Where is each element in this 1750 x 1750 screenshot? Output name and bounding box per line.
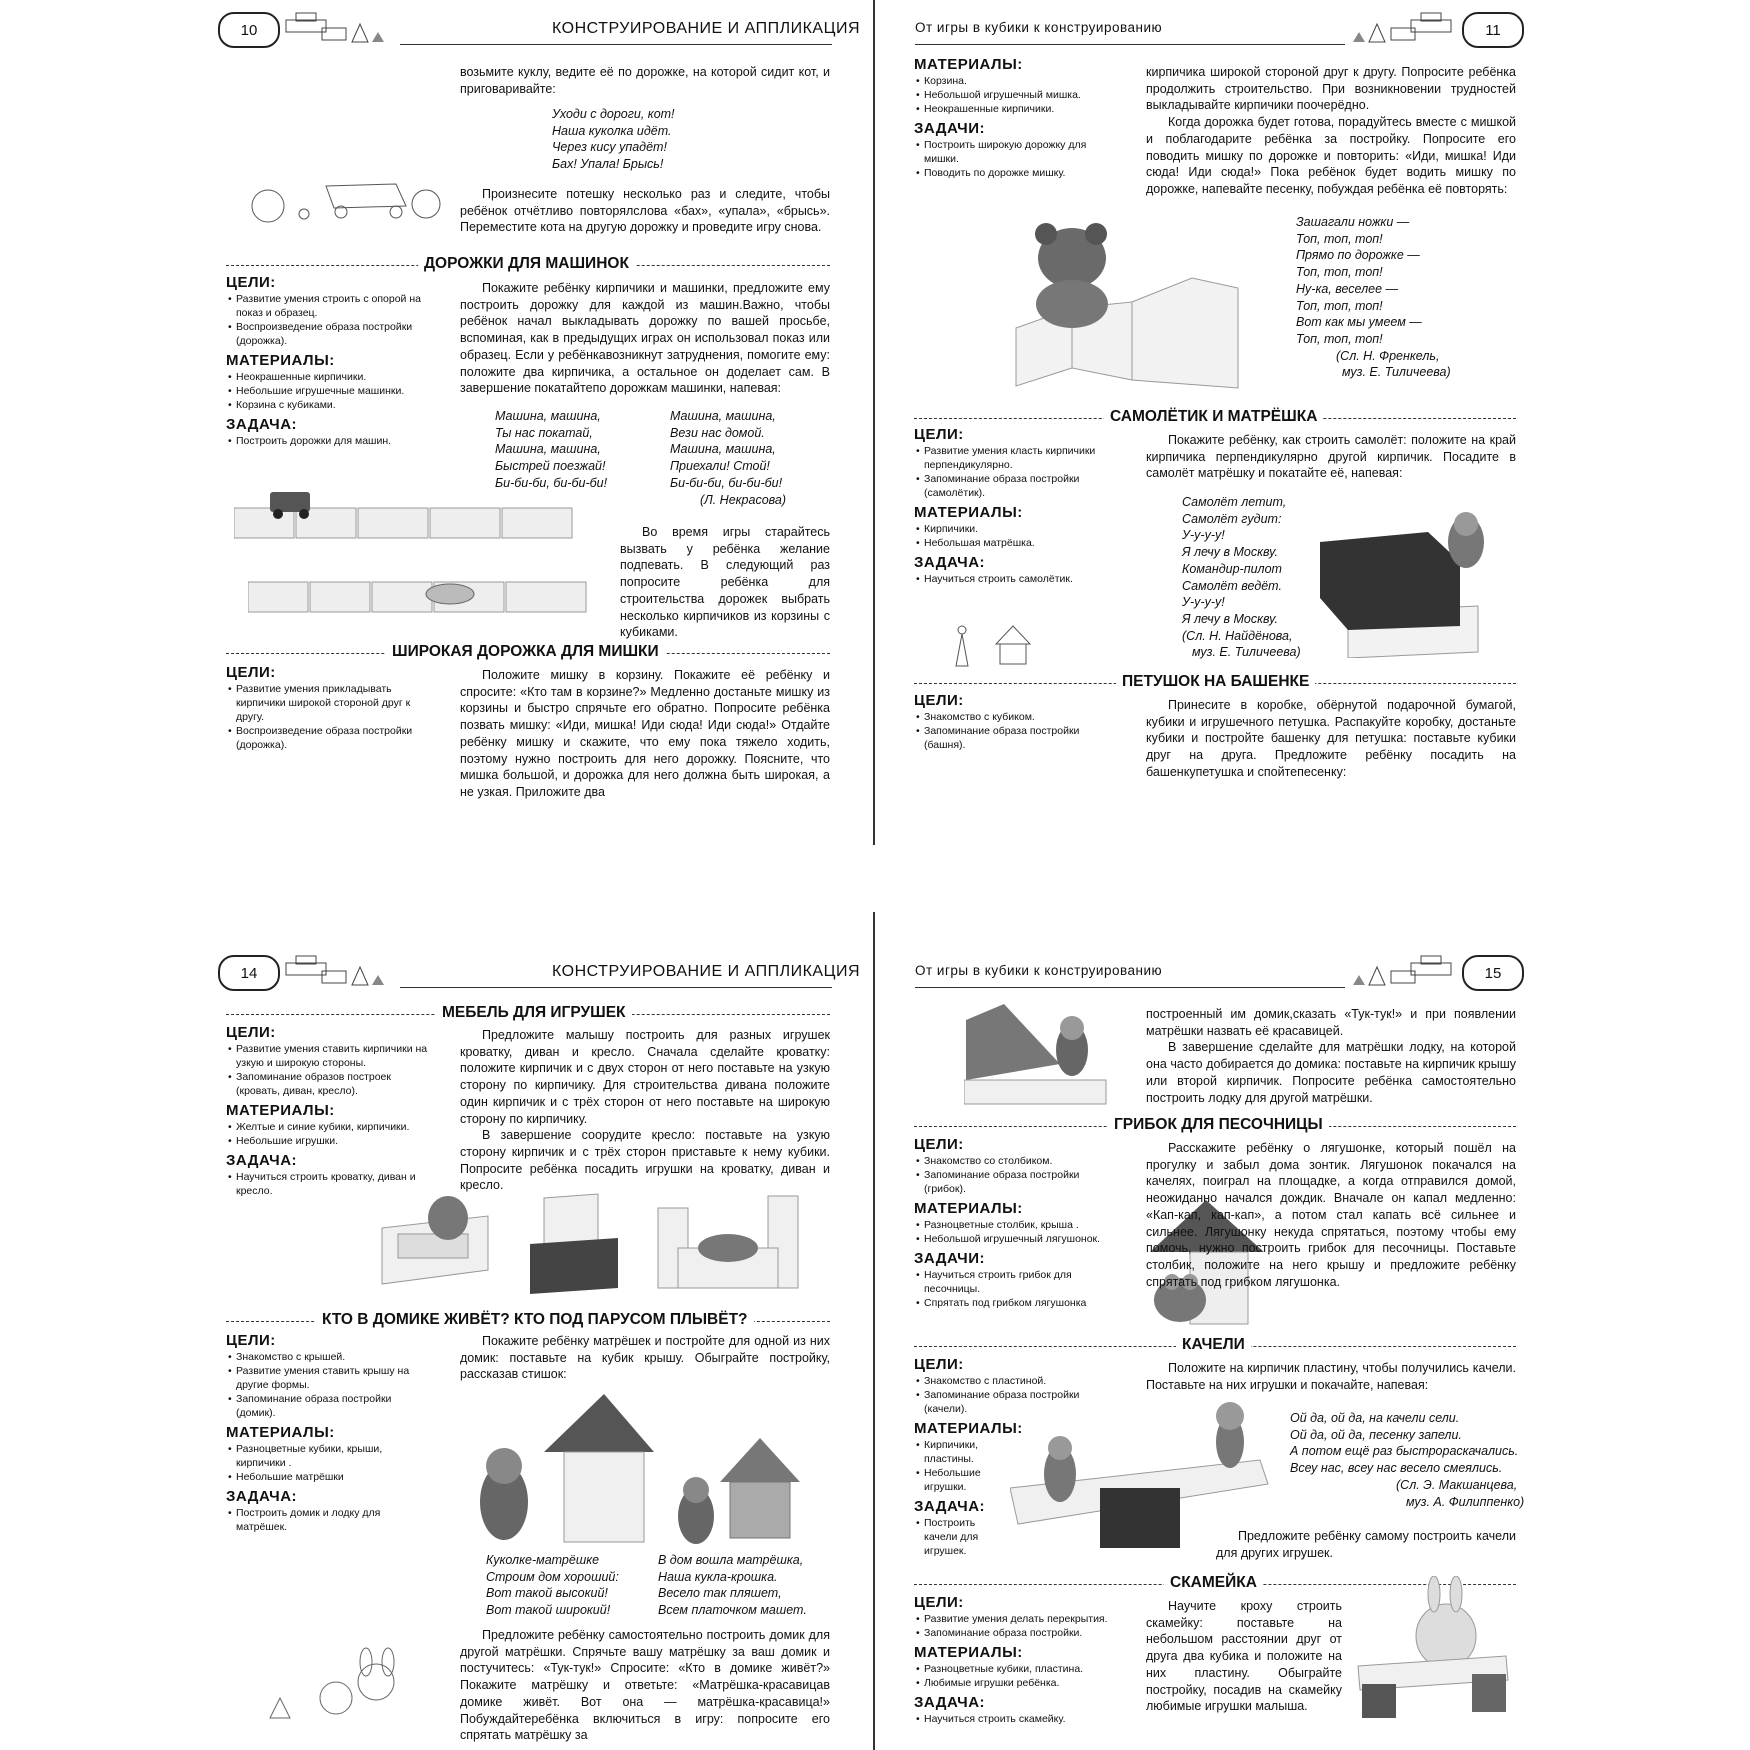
poem-plane: Самолёт летит, Самолёт гудит: У-у-у-у! Я лечу в Москву. Командир-пилот Самолёт ведёт. У-у-у-у! Я лечу в Москву. (Сл. Н. Найдёнова, муз. Е. Тиличеева) — [1182, 495, 1301, 660]
blocks-sketch-icon — [282, 953, 392, 989]
header-rule — [915, 44, 1345, 45]
section-title: ГРИБОК ДЛЯ ПЕСОЧНИЦЫ — [914, 1116, 1516, 1136]
section-title: КАЧЕЛИ — [914, 1336, 1516, 1356]
header-title: От игры в кубики к конструированию — [915, 20, 1163, 35]
section-title: ПЕТУШОК НА БАШЕНКЕ — [914, 673, 1516, 693]
house-photo — [474, 1392, 830, 1552]
road-photo-2 — [248, 572, 594, 628]
section-title: ДОРОЖКИ ДЛЯ МАШИНОК — [226, 255, 830, 275]
sidebar-info: ЦЕЛИ: • Развитие умения прикладывать кирпичики широкой стороной друг к другу. • Воспроизведение образа постройки (дорожка). — [226, 660, 431, 752]
top-text: построенный им домик,сказать «Тук-тук!» и при появлении матрёшки назвать её красавицей. В завершение сделайте для матрёшки лодку, на которой она часто добирается до домика: поставьте на кирпичик крышу или второй кирпичик. Попросите ребёнка самостоятельно построить лодку для другой матрёшки. — [1146, 1007, 1516, 1105]
poem-house-b: В дом вошла матрёшка, Наша кукла-крошка. Весело так пляшет, Всем платочком машет. — [658, 1553, 807, 1618]
poem-cat: Уходи с дороги, кот! Наша куколка идёт. Через кису упадёт! Бах! Упала! Брысь! — [552, 107, 675, 172]
plane-photo — [1318, 502, 1514, 658]
page-number: 15 — [1462, 955, 1524, 991]
pyramid-house-sketch — [940, 614, 1050, 670]
sidebar-info: ЦЕЛИ: • Знакомство с кубиком. • Запоминание образа постройки (башня). — [914, 688, 1119, 752]
sidebar-info: МАТЕРИАЛЫ: • Корзина. • Небольшой игрушечный мишка. • Неокрашенные кирпичики. ЗАДАЧИ: • Построить широкую дорожку для мишки. • Поводить по дорожке мишку. — [914, 52, 1119, 180]
section-text: Принесите в коробке, обёрнутой подарочной бумагой, кубики и игрушечного петушка. Распакуйте коробку, достаньте кубики и постройте башенку для петушка: поставьте кубики друг на друга. Предложите ребёнку посадить на башенкупетушка и спойтепесенку: — [1146, 698, 1516, 779]
sidebar-info: ЦЕЛИ: • Развитие умения класть кирпичики перпендикулярно. • Запоминание образа постройки (самолётик). МАТЕРИАЛЫ: • Кирпичики. • Небольшая матрёшка. ЗАДАЧА: • Научиться строить самолётик. — [914, 422, 1119, 586]
section-text: Расскажите ребёнку о лягушонке, который пошёл на прогулку и забыл дома зонтик. Лягушонок покачался на качелях, поиграл на площадке, а когда отправился домой, неожиданно начался дождик. Вначале он капал медленно: «Кап-кап, кап-кап», а потом стал капать всё сильнее и сильнее. Лягушонку некуда спрятаться, поэтому чтобы ему помочь, нужно построить грибок для песочницы. Поставьте столбик, положите на него крышу и предложите ребёнку спрятать под грибком лягушонка. — [1146, 1141, 1516, 1289]
header-title: КОНСТРУИРОВАНИЕ И АППЛИКАЦИЯ — [552, 20, 860, 37]
section-text: Покажите ребёнку, как строить самолёт: положите на край кирпичика перпендикулярно другой кирпичик. Посадите в самолёт матрёшку и покатайте её, напевая: — [1146, 433, 1516, 481]
poem-car-a: Машина, машина, Ты нас покатай, Машина, машина, Быстрей поезжай! Би-би-би, би-би-би! — [495, 409, 608, 490]
section-text: Покажите ребёнку матрёшек и постройте для одной из них домик: поставьте на кубик крышу. Обыграйте постройку, рассказав стишок: — [460, 1334, 830, 1382]
section-text: Покажите ребёнку кирпичики и машинки, предложите ему построить дорожку для каждой из машин.Важно, чтобы ребёнок начал выкладывать дорожку по вашей просьбе, вспоминая, как в предыдущих играх он использовал показ или образец. Если у ребёнкавозникнут затруднения, помогите ему: положите два кирпичика, а остальное он доделает сам. В завершение покатайтепо дорожкам машинки, напевая: — [460, 281, 830, 396]
section-title: МЕБЕЛЬ ДЛЯ ИГРУШЕК — [226, 1004, 830, 1024]
sidebar-info: ЦЕЛИ: • Развитие умения делать перекрытия. • Запоминание образа постройки. МАТЕРИАЛЫ: • Разноцветные кубики, пластина. • Любимые игрушки ребёнка. ЗАДАЧА: • Научиться строить скамейку. — [914, 1590, 1119, 1726]
section-text: Положите на кирпичик пластину, чтобы получились качели. Поставьте на них игрушки и покачайте, напевая: — [1146, 1361, 1516, 1392]
after-text: Предложите ребёнку самому построить качели для других игрушек. — [1216, 1529, 1516, 1560]
section-title: ШИРОКАЯ ДОРОЖКА ДЛЯ МИШКИ — [226, 643, 830, 663]
blocks-sketch-icon — [1345, 953, 1455, 989]
poem-house-a: Куколке-матрёшке Строим дом хороший: Вот такой высокий! Вот такой широкий! — [486, 1553, 619, 1618]
ball-cart-sketch — [246, 176, 446, 228]
poem-car-b: Машина, машина, Вези нас домой. Машина, машина, Приехали! Стой! Би-би-би, би-би-би! (Л. Некрасова) — [670, 409, 787, 507]
header-rule — [400, 987, 832, 988]
spine-top — [873, 0, 875, 845]
bear-road-photo — [1012, 208, 1242, 394]
sidebar-info: ЦЕЛИ: • Развитие умения ставить кирпичики на узкую и широкую стороны. • Запоминание образов построек (кровать, диван, кресло). МАТЕРИАЛЫ: • Желтые и синие кубики, кирпичики. • Небольшие игрушки. ЗАДАЧА: • Научиться строить кроватку, диван и кресло. — [226, 1020, 431, 1198]
toys-sketch — [256, 1642, 456, 1722]
bench-photo — [1356, 1576, 1516, 1726]
section-text: кирпичика широкой стороной друг к другу. Попросите ребёнка продолжить строительство. При возникновении трудностей выкладывайте кирпичики поочерёдно. Когда дорожка будет готова, порадуйтесь вместе с мишкой и поблагодарите ребёнка за постройку. Попросите его поводить мишку по дорожке и повторить: «Иди, мишка! Иди сюда! Иди сюда!» Пока ребёнок будет водить мишку по дорожке, напевайте песенку, побуждая ребёнка её повторять: — [1146, 65, 1516, 196]
poem-walk: Зашагали ножки — Топ, топ, топ! Прямо по дорожке — Топ, топ, топ! Ну-ка, веселее — Топ, топ, топ! Вот как мы умеем — Топ, топ, топ! (Сл. Н. Френкель, муз. Е. Тиличеева) — [1296, 215, 1451, 380]
sidebar-info: ЦЕЛИ: • Знакомство с пластиной. • Запоминание образа постройки (качели). МАТЕРИАЛЫ: • Кирпичики, пластины. • Небольшие игрушки. ЗАДАЧА: • Построить качели для игрушек. — [914, 1352, 1119, 1558]
section-title: СКАМЕЙКА — [914, 1574, 1516, 1594]
section-text: Предложите малышу построить для разных игрушек кроватку, диван и кресло. Сначала сделайте кроватку: положите кирпичик и с двух сторон от него поставьте на узкую сторону по кирпичику. Для строительства дивана положите один кирпичик и с трёх сторон от него поставьте на широкую сторону по кирпичику. В завершение соорудите кресло: поставьте на узкую сторону кирпичик и с трёх сторон приставьте к нему кубики. Попросите ребёнка посадить игрушки на кроватку, диван и кресло. — [460, 1028, 830, 1193]
blocks-sketch-icon — [282, 10, 392, 46]
sidebar-info: ЦЕЛИ: • Знакомство со столбиком. • Запоминание образа постройки (грибок). МАТЕРИАЛЫ: • Разноцветные столбик, крыша . • Небольшой игрушечный лягушонок. ЗАДАЧИ: • Научиться строить грибок для песочницы. • Спрятать под грибком лягушонка — [914, 1132, 1119, 1310]
intro-text: возьмите куклу, ведите её по дорожке, на которой сидит кот, и приговаривайте: — [460, 65, 830, 96]
furniture-photo — [378, 1188, 828, 1304]
boat-photo — [964, 1000, 1110, 1108]
header-rule — [915, 987, 1345, 988]
page-number: 11 — [1462, 12, 1524, 48]
section-text: Положите мишку в корзину. Покажите её ребёнку и спросите: «Кто там в корзине?» Медленно достаньте мишку из корзины и быстро спрячьте его обратно. Попросите ребёнка позвать мишку: «Иди, мишка! Иди сюда! Иди сюда!» Отдайте ребёнку мишку и скажите, что ему пока тяжело ходить, поэтому нужно построить для него дорожку. Поясните, что мишка большой, и дорожка для него должна быть широкая, а не узкая. Приложите два — [460, 668, 830, 799]
blocks-sketch-icon — [1345, 10, 1455, 46]
road-photo-1 — [234, 482, 594, 552]
page-number: 14 — [218, 955, 280, 991]
section-title: САМОЛЁТИК И МАТРЁШКА — [914, 408, 1516, 428]
section-text-2: Предложите ребёнку самостоятельно построить домик для другой матрёшки. Спрячьте вашу матрёшку за ваш домик и постучитесь: «Тук-тук!» Спросите: «Кто в домике живёт?» Покажите матрёшку и ответьте: «Матрёшка-красавицав домике живёт. Вот она — матрёшка-красавица!» Побуждайтеребёнка включиться в игру: попросите его спрятать матрёшку за — [460, 1628, 830, 1743]
section-text: Научите кроху строить скамейку: поставьте на небольшом расстоянии друг от друга два кубика и положите на них пластину. Обыграйте постройку, посадив на скамейку любимые игрушки малыша. — [1146, 1599, 1342, 1714]
sidebar-info: ЦЕЛИ: • Знакомство с крышей. • Развитие умения ставить крышу на другие формы. • Запоминание образа постройки (домик). МАТЕРИАЛЫ: • Разноцветные кубики, крыши, кирпичики . • Небольшие матрёшки ЗАДАЧА: • Построить домик и лодку для матрёшек. — [226, 1328, 431, 1534]
sidebar-info: ЦЕЛИ: • Развитие умения строить с опорой на показ и образец. • Воспроизведение образа постройки (дорожка). МАТЕРИАЛЫ: • Неокрашенные кирпичики. • Небольшие игрушечные машинки. • Корзина с кубиками. ЗАДАЧА: • Построить дорожки для машин. — [226, 270, 431, 448]
header-rule — [400, 44, 832, 45]
poem-swing: Ой да, ой да, на качели сели. Ой да, ой да, песенку запели. А потом ещё раз быстрораскачались. Всеу нас, всеу нас весело смеялись. (Сл. Э. Макшанцева, муз. А. Филиппенко) — [1290, 1411, 1525, 1509]
header-title: От игры в кубики к конструированию — [915, 963, 1163, 978]
section-title: КТО В ДОМИКЕ ЖИВЁТ? КТО ПОД ПАРУСОМ ПЛЫВЁТ? — [226, 1311, 830, 1331]
spine-bottom — [873, 912, 875, 1750]
intro-text-2: Произнесите потешку несколько раз и следите, чтобы ребёнок отчётливо повторялслова «бах», «упала», «брысь». Переместите кота на другую дорожку и проведите игру снова. — [460, 187, 830, 235]
page-number: 10 — [218, 12, 280, 48]
after-text: Во время игры старайтесь вызвать у ребёнка желание подпевать. В следующий раз попросите ребёнка для строительства дорожек выбрать несколько кирпичиков из корзины с кубиками. — [620, 525, 830, 640]
header-title: КОНСТРУИРОВАНИЕ И АППЛИКАЦИЯ — [552, 963, 860, 980]
